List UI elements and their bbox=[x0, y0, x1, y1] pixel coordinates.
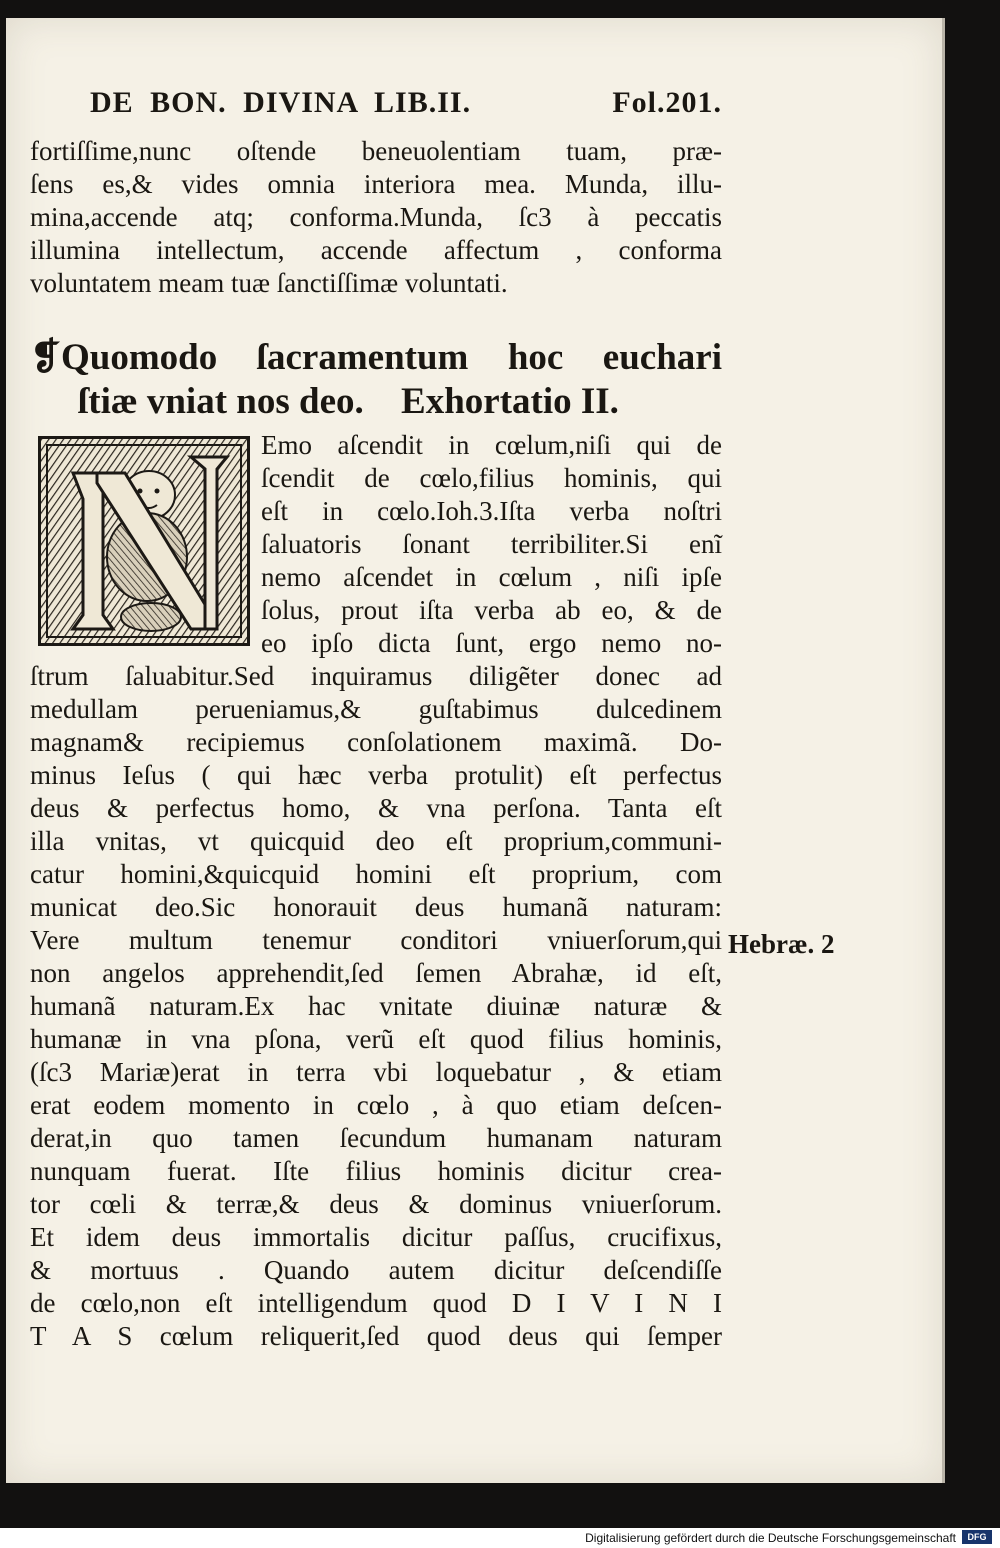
chapter-heading-line-2 bbox=[30, 380, 722, 424]
text-line: magnam& recipiemus conſolationem maximã. Do- bbox=[30, 727, 722, 757]
text-line: fortiſſime,nunc oſtende beneuolentiam tuam, præ- bbox=[30, 136, 722, 166]
text-line: minus Ieſus ( qui hæc verba protulit) eſt perfectus bbox=[30, 760, 722, 790]
book-page bbox=[6, 18, 945, 1483]
woodcut-illustration-icon bbox=[41, 439, 247, 643]
text-line: ſaluatoris ſonant terribiliter.Si enĩ bbox=[261, 529, 722, 559]
text-line: ſcendit de cœlo,filius hominis, qui bbox=[261, 463, 722, 493]
text-line: erat eodem momento in cœlo , à quo etiam deſcen- bbox=[30, 1090, 722, 1120]
text-line: mina,accende atq; conforma.Munda, ſc3 à peccatis bbox=[30, 202, 722, 232]
text-line: non angelos apprehendit,ſed ſemen Abrahæ, id eſt, bbox=[30, 958, 722, 988]
text-line: municat deo.Sic honorauit deus humanã naturam: bbox=[30, 892, 722, 922]
text-line: (ſc3 Mariæ)erat in terra vbi loquebatur , & etiam bbox=[30, 1057, 722, 1087]
footer-credit: Digitalisierung gefördert durch die Deutsche Forschungsgemeinschaft bbox=[585, 1531, 956, 1545]
text-line: illumina intellectum, accende affectum , conforma bbox=[30, 235, 722, 265]
text-line: nemo aſcendet in cœlum , niſi ipſe bbox=[261, 562, 722, 592]
chapter-heading bbox=[30, 336, 722, 424]
text-line: nunquam fuerat. Iſte filius hominis dicitur crea- bbox=[30, 1156, 722, 1186]
running-head-title: DE BON. DIVINA LIB.II. bbox=[90, 86, 472, 119]
text-line: catur homini,&quicquid homini eſt proprium, com bbox=[30, 859, 722, 889]
body-text bbox=[30, 660, 722, 1353]
folio-number: Fol.201. bbox=[612, 86, 722, 119]
text-line: deus & perfectus homo, & vna perſona. Tanta eſt bbox=[30, 793, 722, 823]
running-head bbox=[90, 86, 722, 120]
text-line: de cœlo,non eſt intelligendum quod D I V I N I bbox=[30, 1288, 722, 1318]
text-line: humanã naturam.Ex hac vnitate diuinæ naturæ & bbox=[30, 991, 722, 1021]
text-line: eſt in cœlo.Ioh.3.Iſta verba noſtri bbox=[261, 496, 722, 526]
margin-note: Hebræ. 2 bbox=[728, 929, 835, 959]
text-line: medullam perueniamus,& guſtabimus dulcedinem bbox=[30, 694, 722, 724]
body-text-beside-initial bbox=[261, 429, 722, 660]
text-line: humanæ in vna pſona, verũ eſt quod filius hominis, bbox=[30, 1024, 722, 1054]
text-line: Vere multum tenemur conditori vniuerſorum,qui bbox=[30, 925, 722, 955]
text-line: illa vnitas, vt quicquid deo eſt proprium,communi- bbox=[30, 826, 722, 856]
top-paragraph bbox=[30, 135, 722, 300]
chapter-heading-title-end: ſtiæ vniat nos deo. bbox=[78, 381, 364, 422]
dfg-logo-icon: DFG bbox=[962, 1530, 992, 1544]
text-line: voluntatem meam tuæ ſanctiſſimæ voluntati. bbox=[30, 268, 508, 298]
text-line: eo ipſo dicta ſunt, ergo nemo no- bbox=[261, 628, 722, 658]
text-line: ſtrum ſaluabitur.Sed inquiramus diligẽter donec ad bbox=[30, 661, 722, 691]
text-line: tor cœli & terræ,& deus & dominus vniuerſorum. bbox=[30, 1189, 722, 1219]
text-line: Et idem deus immortalis dicitur paſſus, crucifixus, bbox=[30, 1222, 722, 1252]
footer-bar bbox=[0, 1528, 1000, 1548]
text-line: ſolus, prout iſta verba ab eo, & de bbox=[261, 595, 722, 625]
text-line: derat,in quo tamen ſecundum humanam naturam bbox=[30, 1123, 722, 1153]
chapter-heading-line-1: ❡Quomodo ſacramentum hoc euchari bbox=[30, 337, 722, 378]
decorated-initial bbox=[38, 436, 250, 646]
text-line: ſens es,& vides omnia interiora mea. Munda, illu- bbox=[30, 169, 722, 199]
text-line: Emo aſcendit in cœlum,niſi qui de bbox=[261, 430, 722, 460]
exhortation-number: Exhortatio II. bbox=[401, 381, 619, 422]
text-line: T A S cœlum reliquerit,ſed quod deus qui ſemper bbox=[30, 1321, 722, 1351]
text-line: & mortuus . Quando autem dicitur deſcendiſſe bbox=[30, 1255, 722, 1285]
